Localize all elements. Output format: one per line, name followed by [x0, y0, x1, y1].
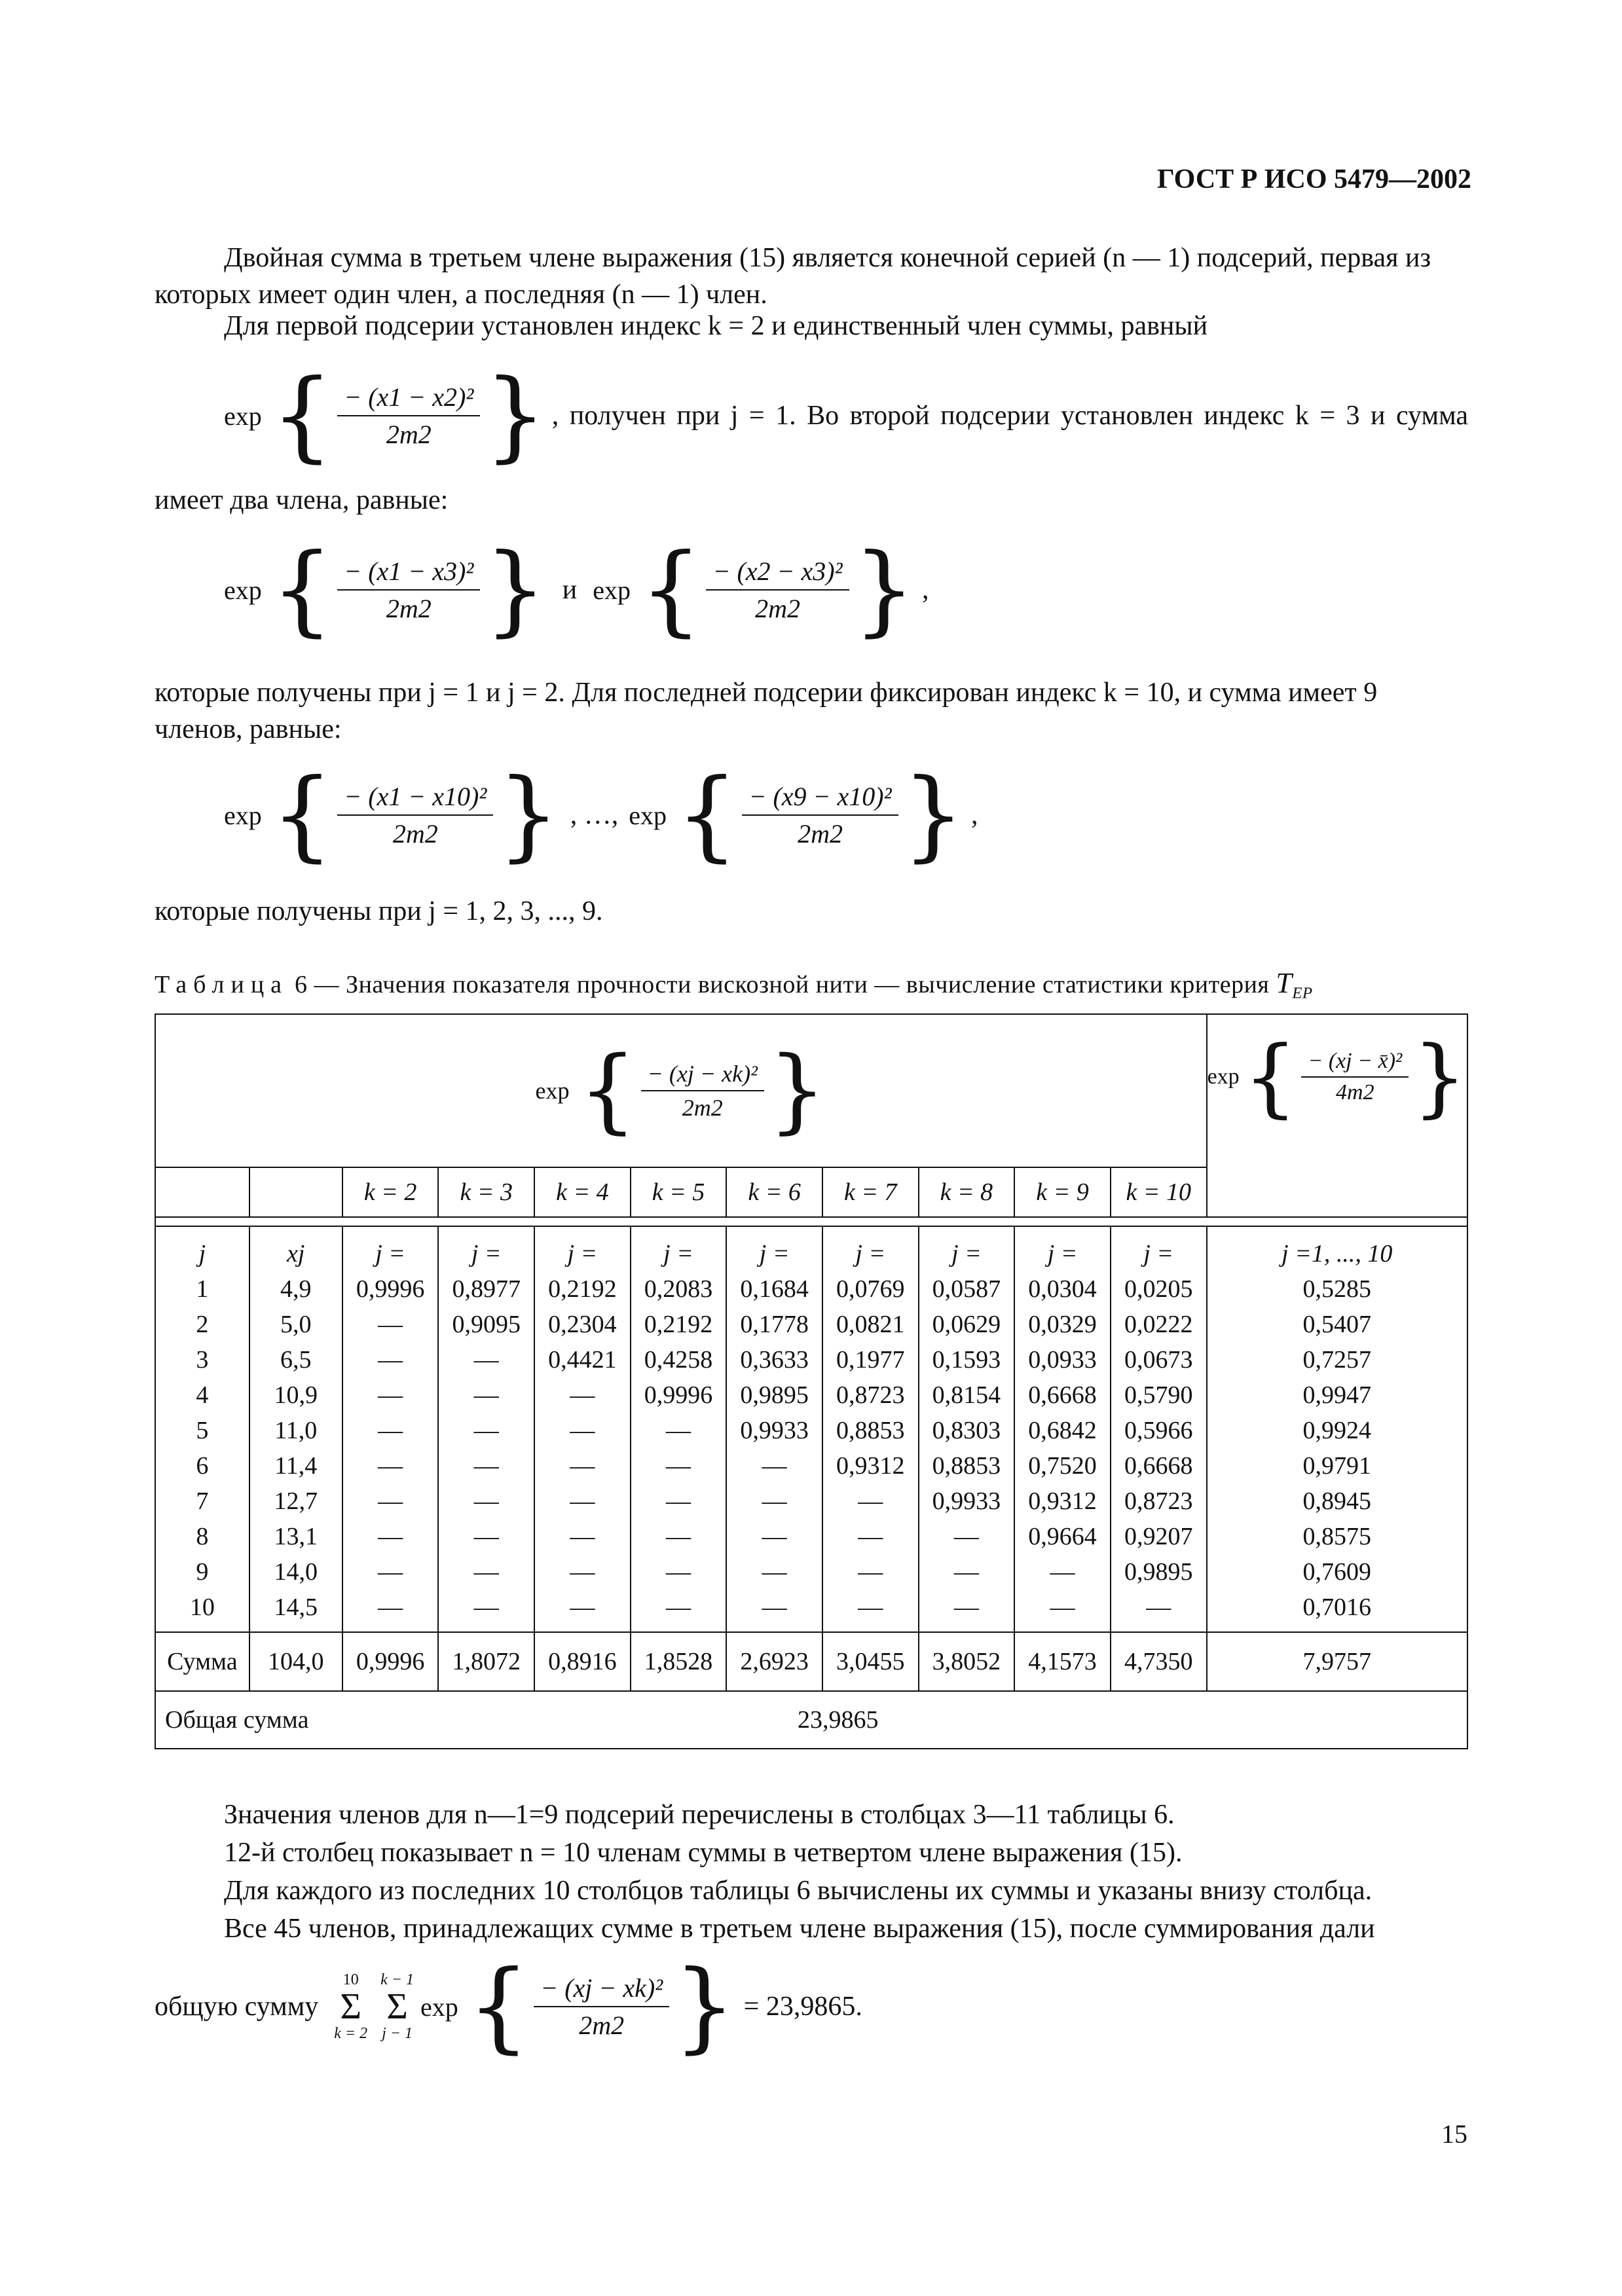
column-right-value: 0,5285: [1302, 1275, 1371, 1303]
formula-denominator: 4m2: [1336, 1080, 1374, 1104]
formula-numerator: − (x1 − x10)²: [337, 781, 493, 816]
column-k5-value: 0,2192: [644, 1311, 713, 1338]
column-x-value: 12,7: [274, 1487, 318, 1515]
sum-value: 0,9996: [342, 1632, 439, 1691]
column-k2-value: —: [378, 1487, 403, 1515]
column-j-value: 5: [196, 1417, 209, 1444]
sum-value: 2,6923: [726, 1632, 822, 1691]
column-k8-value: —: [953, 1594, 979, 1621]
table-right-formula-cell: [1207, 1014, 1467, 1217]
inner-sum-symbol: k − 1 Σ j − 1: [380, 1971, 414, 2042]
exp-label: exp: [224, 575, 262, 605]
column-x-value: 11,0: [274, 1417, 318, 1444]
table-caption-stat: T: [1276, 967, 1293, 999]
column-k3-value: —: [473, 1594, 499, 1621]
column-k6-value: 0,1684: [740, 1275, 809, 1303]
column-k10-value: 0,9207: [1124, 1523, 1193, 1550]
column-j-value: 1: [196, 1275, 209, 1303]
column-k5-value: j =: [663, 1240, 693, 1267]
column-k2-value: —: [378, 1381, 403, 1409]
formula-2a: exp { $\frac{\text{− (x1 − x3)²}}{2m2}$ }: [224, 533, 547, 647]
column-k4-value: —: [570, 1523, 595, 1550]
k-header: k = 5: [631, 1167, 727, 1217]
column-k7-value: —: [858, 1594, 883, 1621]
column-k9-value: j =: [1047, 1240, 1078, 1267]
column-k8-value: j =: [951, 1240, 982, 1267]
column-k5-value: —: [665, 1594, 691, 1621]
column-k2-value: —: [378, 1417, 403, 1444]
column-k3-value: 0,9095: [452, 1311, 521, 1338]
paragraph-9: Все 45 членов, принадлежащих сумме в третьем члене выражения (15), после суммирования дали: [224, 1914, 1375, 1944]
column-k5-value: —: [665, 1523, 691, 1550]
table-right-formula: exp { $\frac{\text{− (xj − x̄)²}}{4m2}$ }: [1207, 1027, 1467, 1127]
column-k9-value: —: [1050, 1594, 1075, 1621]
column-k8-value: 0,8853: [932, 1452, 1001, 1480]
paragraph-4: которые получены при j = 1 и j = 2. Для последней подсерии фиксирован индекс k = 10, и сумма имеет 9 членов, равные:: [155, 678, 1378, 744]
column-k10-value: —: [1146, 1594, 1171, 1621]
column-k4-value: —: [570, 1594, 595, 1621]
column-x-value: 4,9: [280, 1275, 312, 1303]
column-k6-value: —: [762, 1558, 787, 1586]
column-k5-value: 0,2083: [644, 1275, 713, 1303]
formula-1: exp { $\frac{\text{− (x1 − x2)²}}{2m2}$ }: [224, 359, 547, 473]
column-k2-value: —: [378, 1523, 403, 1550]
formula-denominator: 2m2: [682, 1095, 723, 1121]
column-k8-value: —: [953, 1523, 979, 1550]
column-x-value: 6,5: [280, 1346, 312, 1374]
total-value: 23,9865: [798, 1706, 879, 1734]
exp-label: exp: [1207, 1065, 1240, 1089]
column-k8-value: 0,0629: [932, 1311, 1001, 1338]
formula-numerator: − (xj − x̄)²: [1301, 1049, 1409, 1078]
table-formula-header-row: [155, 1014, 1467, 1167]
paragraph-7: 12-й столбец показывает n = 10 членам суммы в четвертом члене выражения (15).: [224, 1838, 1183, 1868]
column-k2-value: —: [378, 1346, 403, 1374]
empty-cell: [249, 1167, 342, 1217]
column-x-value: 13,1: [274, 1523, 318, 1550]
table-caption-label: Таблица: [155, 971, 289, 998]
column-k4-value: 0,2192: [548, 1275, 617, 1303]
final-result: = 23,9865.: [743, 1992, 862, 2022]
k-header: k = 3: [438, 1167, 534, 1217]
sum-value: 1,8528: [631, 1632, 727, 1691]
column-k7-value: 0,8723: [836, 1381, 905, 1409]
column-x-value: 11,4: [274, 1452, 318, 1480]
formula-numerator: − (xj − xk)²: [641, 1060, 764, 1091]
column-k8-value: 0,8154: [932, 1381, 1001, 1409]
column-j: [155, 1226, 249, 1632]
column-right-value: 0,7609: [1302, 1558, 1371, 1586]
final-formula-line: [155, 1950, 862, 2064]
column-k8: [919, 1226, 1015, 1632]
ellipsis: , …,: [570, 800, 619, 830]
sum-value: 4,7350: [1111, 1632, 1207, 1691]
column-k6-value: 0,3633: [740, 1346, 809, 1374]
column-right-value: 0,9924: [1302, 1417, 1371, 1444]
page-number: 15: [1441, 2119, 1467, 2149]
column-j-value: 7: [196, 1487, 209, 1515]
paragraph-3: имеет два члена, равные:: [155, 485, 449, 515]
column-k3-value: —: [473, 1558, 499, 1586]
column-k7-value: 0,9312: [836, 1452, 905, 1480]
k-header: k = 8: [919, 1167, 1015, 1217]
paragraph-2: Для первой подсерии установлен индекс k = 2 и единственный член суммы, равный: [224, 311, 1208, 341]
formula-denominator: 2m2: [755, 594, 800, 623]
sum-value: 4,1573: [1014, 1632, 1111, 1691]
spacer-cell: [155, 1217, 1467, 1226]
column-j-value: 2: [196, 1311, 209, 1338]
column-k2-value: —: [378, 1452, 403, 1480]
column-k6-value: —: [762, 1523, 787, 1550]
exp-label: exp: [224, 800, 262, 830]
column-k7-value: 0,0821: [836, 1311, 905, 1338]
exp-label: exp: [593, 575, 631, 605]
column-k6-value: 0,9895: [740, 1381, 809, 1409]
formula-numerator: − (x1 − x2)²: [337, 382, 480, 416]
column-k4-value: —: [570, 1381, 595, 1409]
column-k10-value: 0,8723: [1124, 1487, 1193, 1515]
column-k3-value: —: [473, 1487, 499, 1515]
k-header: k = 9: [1014, 1167, 1111, 1217]
column-x-value: 5,0: [280, 1311, 312, 1338]
column-x-value: 14,5: [274, 1594, 318, 1621]
sum-lower-limit: j − 1: [382, 2025, 413, 2042]
column-k9-value: 0,0304: [1028, 1275, 1097, 1303]
column-x-value: 10,9: [274, 1381, 318, 1409]
column-j-value: 6: [196, 1452, 209, 1480]
column-right-value: j =1, ..., 10: [1281, 1240, 1393, 1267]
paragraph-5: которые получены при j = 1, 2, 3, ..., 9.: [155, 896, 603, 926]
k-header: k = 10: [1111, 1167, 1207, 1217]
data-table: [155, 1013, 1468, 1749]
column-k10-value: 0,5790: [1124, 1381, 1193, 1409]
column-right-value: 0,9947: [1302, 1381, 1371, 1409]
column-k5-value: —: [665, 1487, 691, 1515]
column-j-value: 4: [196, 1381, 209, 1409]
sum-upper-limit: k − 1: [380, 1971, 414, 1988]
table-data-rows: [155, 1226, 1467, 1632]
paragraph-6: Значения членов для n—1=9 подсерий перечислены в столбцах 3—11 таблицы 6.: [224, 1800, 1175, 1830]
column-j-value: j: [198, 1240, 206, 1267]
column-k6-value: j =: [759, 1240, 790, 1267]
table-main-formula-cell: [155, 1014, 1207, 1167]
column-k3: [438, 1226, 534, 1632]
sum-lower-limit: k = 2: [334, 2025, 368, 2042]
column-k8-value: 0,8303: [932, 1417, 1001, 1444]
column-right: [1207, 1226, 1467, 1632]
column-k4-value: —: [570, 1487, 595, 1515]
exp-label: exp: [535, 1078, 570, 1104]
column-k3-value: —: [473, 1417, 499, 1444]
k-header: k = 2: [342, 1167, 439, 1217]
column-k4-value: —: [570, 1558, 595, 1586]
column-j-value: 3: [196, 1346, 209, 1374]
column-k7-value: 0,8853: [836, 1417, 905, 1444]
table-spacer-row: [155, 1217, 1467, 1226]
column-k5-value: 0,9996: [644, 1381, 713, 1409]
table-caption-text: 6 — Значения показателя прочности вискозной нити — вычисление статистики критерия: [295, 971, 1270, 998]
column-k6: [726, 1226, 822, 1632]
column-k6-value: 0,9933: [740, 1417, 809, 1444]
formula-3-line: [224, 758, 978, 872]
column-k6-value: —: [762, 1594, 787, 1621]
column-k8-value: 0,0587: [932, 1275, 1001, 1303]
column-k3-value: j =: [471, 1240, 502, 1267]
sum-value: 3,8052: [919, 1632, 1015, 1691]
sum-value: 3,0455: [822, 1632, 919, 1691]
formula-3a: exp { $\frac{\text{− (x1 − x10)²}}{2m2}$ }: [224, 758, 560, 872]
column-k10: [1111, 1226, 1207, 1632]
sum-label: Сумма: [155, 1632, 249, 1691]
column-k10-value: 0,0222: [1124, 1311, 1193, 1338]
column-j-value: 10: [189, 1594, 215, 1621]
sum-value: 1,8072: [438, 1632, 534, 1691]
column-k5: [631, 1226, 727, 1632]
exp-label: exp: [629, 800, 667, 830]
formula-1-line: [224, 359, 1468, 473]
column-k7-value: 0,1977: [836, 1346, 905, 1374]
column-k7: [822, 1226, 919, 1632]
table-sum-row: [155, 1632, 1467, 1691]
formula-numerator: − (x2 − x3)²: [706, 556, 849, 591]
exp-label: exp: [420, 1992, 458, 2022]
column-k4-value: j =: [567, 1240, 598, 1267]
column-k8-value: 0,9933: [932, 1487, 1001, 1515]
column-k3-value: —: [473, 1381, 499, 1409]
column-j-value: 8: [196, 1523, 209, 1550]
column-k5-value: 0,4258: [644, 1346, 713, 1374]
column-right-value: 0,8945: [1302, 1487, 1371, 1515]
column-k8-value: —: [953, 1558, 979, 1586]
column-k9-value: 0,0933: [1028, 1346, 1097, 1374]
column-k2-value: —: [378, 1558, 403, 1586]
column-k7-value: j =: [855, 1240, 886, 1267]
column-k9-value: 0,9664: [1028, 1523, 1097, 1550]
column-k9-value: 0,7520: [1028, 1452, 1097, 1480]
formula-numerator: − (x9 − x10)²: [742, 781, 898, 816]
sum-value: 0,8916: [534, 1632, 631, 1691]
comma: ,: [971, 800, 978, 830]
column-k10-value: j =: [1143, 1240, 1174, 1267]
table-main-formula: exp { $\frac{\text{− (xj − xk)²}}{2m2}$ }: [535, 1037, 826, 1144]
comma: ,: [922, 575, 929, 605]
column-k7-value: —: [858, 1523, 883, 1550]
column-k7-value: —: [858, 1558, 883, 1586]
total-label: Общая сумма: [165, 1706, 309, 1734]
column-k6-value: —: [762, 1452, 787, 1480]
sum-value: 7,9757: [1207, 1632, 1467, 1691]
conjunction: и: [562, 575, 578, 605]
column-right-value: 0,8575: [1302, 1523, 1371, 1550]
column-k10-value: 0,0673: [1124, 1346, 1193, 1374]
column-k9: [1014, 1226, 1111, 1632]
formula-numerator: − (xj − xk)²: [534, 1973, 669, 2007]
column-k4-value: 0,2304: [548, 1311, 617, 1338]
column-k10-value: 0,6668: [1124, 1452, 1193, 1480]
total-cell: [155, 1691, 1467, 1749]
column-k2: [342, 1226, 439, 1632]
column-k4-value: 0,4421: [548, 1346, 617, 1374]
table-total-row: [155, 1691, 1467, 1749]
column-k6-value: 0,1778: [740, 1311, 809, 1338]
outer-sum-symbol: 10 Σ k = 2: [334, 1971, 368, 2042]
column-k5-value: —: [665, 1452, 691, 1480]
formula-2b: exp { $\frac{\text{− (x2 − x3)²}}{2m2}$ }: [593, 533, 916, 647]
column-k3-value: —: [473, 1523, 499, 1550]
column-k3-value: 0,8977: [452, 1275, 521, 1303]
k-header: k = 7: [822, 1167, 919, 1217]
column-k7-value: —: [858, 1487, 883, 1515]
formula-denominator: 2m2: [386, 420, 432, 449]
paragraph-8: Для каждого из последних 10 столбцов таблицы 6 вычислены их суммы и указаны внизу столбца.: [224, 1876, 1373, 1906]
column-right-value: 0,9791: [1302, 1452, 1371, 1480]
formula-denominator: 2m2: [392, 819, 438, 848]
empty-cell: [155, 1167, 249, 1217]
column-j-value: 9: [196, 1558, 209, 1586]
column-k5-value: —: [665, 1558, 691, 1586]
column-k9-value: 0,0329: [1028, 1311, 1097, 1338]
k-header: k = 4: [534, 1167, 631, 1217]
exp-label: exp: [224, 401, 262, 431]
column-k9-value: —: [1050, 1558, 1075, 1586]
formula-3b: exp { $\frac{\text{− (x9 − x10)²}}{2m2}$ }: [629, 758, 965, 872]
document-code: ГОСТ Р ИСО 5479—2002: [1156, 164, 1471, 194]
column-k7-value: 0,0769: [836, 1275, 905, 1303]
column-k8-value: 0,1593: [932, 1346, 1001, 1374]
column-x-value: xj: [287, 1240, 305, 1267]
formula-1-trailing-text: , получен при j = 1. Во второй подсерии установлен индекс k = 3 и сумма: [551, 401, 1468, 431]
column-k2-value: 0,9996: [356, 1275, 425, 1303]
final-formula: exp { $\frac{\text{− (xj − xk)²}}{2m2}$ }: [420, 1950, 736, 2064]
column-k9-value: 0,9312: [1028, 1487, 1097, 1515]
column-k3-value: —: [473, 1346, 499, 1374]
column-k2-value: —: [378, 1594, 403, 1621]
table-caption: [155, 966, 1313, 1003]
column-k2-value: j =: [375, 1240, 405, 1267]
column-k9-value: 0,6842: [1028, 1417, 1097, 1444]
column-k2-value: —: [378, 1311, 403, 1338]
column-k4-value: —: [570, 1452, 595, 1480]
paragraph-1: Двойная сумма в третьем члене выражения (15) является конечной серией (n — 1) подсерий, первая из которых имеет один член, а последняя (n — 1) член.: [155, 243, 1431, 310]
column-k10-value: 0,5966: [1124, 1417, 1193, 1444]
column-k5-value: —: [665, 1417, 691, 1444]
column-k6-value: —: [762, 1487, 787, 1515]
column-k9-value: 0,6668: [1028, 1381, 1097, 1409]
final-prefix: общую сумму: [155, 1992, 319, 2022]
column-k10-value: 0,0205: [1124, 1275, 1193, 1303]
column-k4-value: —: [570, 1417, 595, 1444]
k-header: k = 6: [726, 1167, 822, 1217]
column-right-value: 0,7257: [1302, 1346, 1371, 1374]
sum-upper-limit: 10: [342, 1971, 359, 1988]
column-k10-value: 0,9895: [1124, 1558, 1193, 1586]
table-caption-stat-sub: EP: [1292, 984, 1313, 1002]
formula-2-line: [224, 533, 929, 647]
formula-denominator: 2m2: [386, 594, 432, 623]
column-right-value: 0,5407: [1302, 1311, 1371, 1338]
column-x: [249, 1226, 342, 1632]
formula-denominator: 2m2: [798, 819, 843, 848]
formula-numerator: − (x1 − x3)²: [337, 556, 480, 591]
sum-value: 104,0: [249, 1632, 342, 1691]
formula-denominator: 2m2: [579, 2011, 625, 2040]
column-x-value: 14,0: [274, 1558, 318, 1586]
column-right-value: 0,7016: [1302, 1594, 1371, 1621]
column-k4: [534, 1226, 631, 1632]
column-k3-value: —: [473, 1452, 499, 1480]
